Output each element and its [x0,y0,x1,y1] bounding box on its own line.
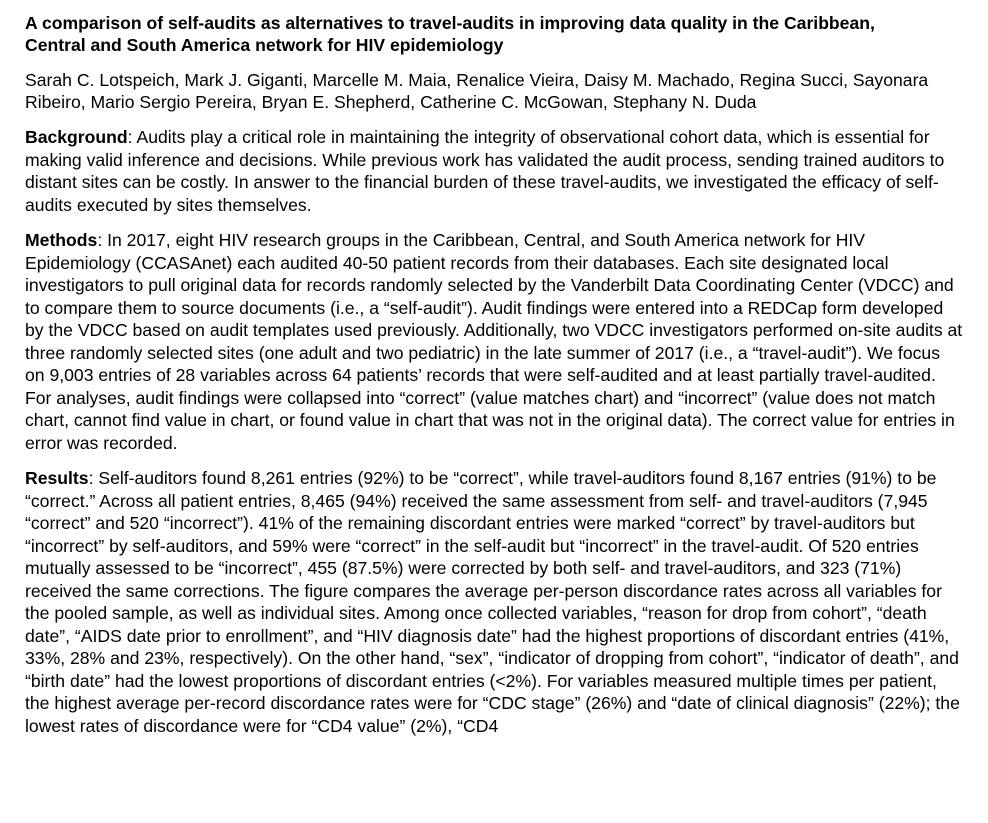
author-list: Sarah C. Lotspeich, Mark J. Giganti, Marcelle M. Maia, Renalice Vieira, Daisy M. Machado, Regina Succi, Sayonara Ribeiro, Mario Sergio Pereira, Bryan E. Shepherd, Catherine C. McGowan, Stephany N. Duda [25,70,929,112]
results-label: Results [25,468,89,488]
results-text: : Self-auditors found 8,261 entries (92%) to be “correct”, while travel-auditors found 8,167 entries (91%) to be “correct.” Across all patient entries, 8,465 (94%) received the same assessment from self- and travel-auditors (7,945 “correct” and 520 “incorrect”). 41% of the remaining discordant entries were marked “correct” by travel-auditors but “incorrect” by self-auditors, and 59% were “correct” in the self-audit but “incorrect” in the travel-audit. Of 520 entries mutually assessed to be “incorrect”, 455 (87.5%) were corrected by both self- and travel-auditors, and 323 (71%) received the same corrections. The figure compares the average per-person discordance rates across all variables for the pooled sample, as well as individual sites. Among once collected variables, “reason for drop from cohort”, “death date”, “AIDS date prior to enrollment”, and “HIV diagnosis date” had the highest proportions of discordant entries (41%, 33%, 28% and 23%, respectively). On the other hand, “sex”, “indicator of dropping from cohort”, “indicator of death”, and “birth date” had the lowest proportions of discordant entries (<2%). For variables measured multiple times per patient, the highest average per-record discordance rates were for “CDC stage” (26%) and “date of clinical diagnosis” (22%); the lowest rates of discordance were for “CD4 value” (2%), “CD4 [25,468,960,736]
background-text: : Audits play a critical role in maintaining the integrity of observational cohort data, which is essential for making valid inference and decisions. While previous work has validated the audit process, sending trained auditors to distant sites can be costly. In answer to the financial burden of these travel-audits, we investigated the efficacy of self-audits executed by sites themselves. [25,127,945,215]
paper-title: A comparison of self-audits as alternatives to travel-audits in improving data quality in the Caribbean, Central and South America network for HIV epidemiology [25,13,875,55]
methods-text: : In 2017, eight HIV research groups in the Caribbean, Central, and South America network for HIV Epidemiology (CCASAnet) each audited 40-50 patient records from their databases. Each site designated local investigators to pull original data for records randomly selected by the Vanderbilt Data Coordinating Center (VDCC) and to compare them to source documents (i.e., a “self-audit”). Audit findings were entered into a REDCap form developed by the VDCC based on audit templates used previously. Additionally, two VDCC investigators performed on-site audits at three randomly selected sites (one adult and two pediatric) in the late summer of 2017 (i.e., a “travel-audit”). We focus on 9,003 entries of 28 variables across 64 patients’ records that were self-audited and at least partially travel-audited. For analyses, audit findings were collapsed into “correct” (value matches chart) and “incorrect” (value does not match chart, cannot find value in chart, or found value in chart that was not in the original data). The correct value for entries in error was recorded. [25,230,963,453]
background-paragraph [25,126,964,216]
background-label: Background [25,127,128,147]
methods-label: Methods [25,230,98,250]
results-paragraph [25,467,964,737]
methods-paragraph [25,229,964,454]
